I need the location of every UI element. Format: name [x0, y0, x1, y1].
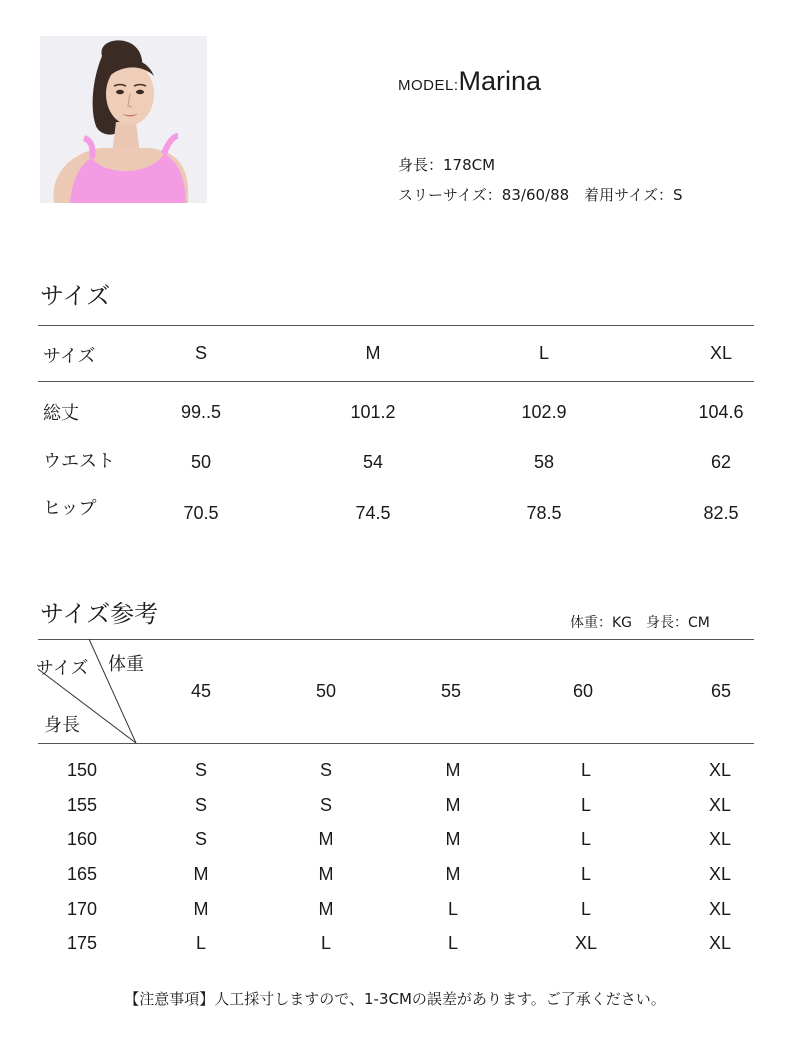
table-cell: M: [445, 760, 461, 780]
row-label-hip: ヒップ: [43, 498, 97, 519]
table-cell: XL: [708, 760, 732, 780]
height-cell: 150: [66, 760, 98, 780]
table-cell: 54: [362, 452, 384, 472]
table-cell: L: [580, 899, 592, 919]
measurement-note: 【注意事項】人工採寸しますので、1-3CMの誤差があります。ご了承ください。: [124, 990, 666, 1008]
table-cell: 74.5: [355, 503, 391, 523]
table-cell: L: [580, 760, 592, 780]
divider: [38, 639, 754, 640]
table-cell: 104.6: [698, 402, 744, 422]
table-cell: XL: [708, 829, 732, 849]
table-cell: S: [194, 760, 208, 780]
table-cell: M: [318, 864, 334, 884]
table-cell: M: [193, 899, 209, 919]
table-cell: L: [580, 864, 592, 884]
divider: [38, 381, 754, 382]
table-cell: 102.9: [521, 402, 567, 422]
size-header-s: S: [194, 343, 208, 363]
model-name: Marina: [458, 66, 542, 96]
divider: [38, 325, 754, 326]
corner-size-label: サイズ: [36, 658, 89, 679]
weight-header: 55: [440, 681, 462, 701]
size-header-label: サイズ: [43, 346, 96, 367]
weight-header: 60: [572, 681, 594, 701]
table-cell: M: [318, 899, 334, 919]
table-cell: M: [445, 795, 461, 815]
table-cell: 70.5: [183, 503, 219, 523]
table-cell: 78.5: [526, 503, 562, 523]
model-label: MODEL:: [398, 77, 459, 94]
model-photo: [40, 36, 207, 203]
table-cell: 101.2: [350, 402, 396, 422]
reference-section-title: サイズ参考: [40, 600, 159, 628]
row-label-length: 総丈: [43, 403, 79, 424]
height-cell: 170: [66, 899, 98, 919]
units-note: 体重：KG 身長：CM: [570, 615, 710, 631]
table-cell: M: [445, 864, 461, 884]
table-cell: L: [447, 899, 459, 919]
height-cell: 175: [66, 933, 98, 953]
table-cell: XL: [574, 933, 598, 953]
table-cell: L: [580, 795, 592, 815]
weight-header: 45: [190, 681, 212, 701]
size-header-xl: XL: [709, 343, 733, 363]
weight-header: 50: [315, 681, 337, 701]
table-cell: L: [447, 933, 459, 953]
table-cell: M: [193, 864, 209, 884]
corner-height-label: 身長: [44, 715, 80, 736]
model-measurements: スリーサイズ：83/60/88 着用サイズ：S: [398, 186, 683, 204]
height-cell: 160: [66, 829, 98, 849]
size-section-title: サイズ: [40, 282, 111, 310]
divider: [38, 743, 754, 744]
size-header-m: M: [365, 343, 381, 363]
weight-header: 65: [710, 681, 732, 701]
height-cell: 155: [66, 795, 98, 815]
size-header-l: L: [538, 343, 550, 363]
table-cell: L: [195, 933, 207, 953]
table-cell: S: [319, 795, 333, 815]
table-cell: XL: [708, 795, 732, 815]
table-cell: XL: [708, 899, 732, 919]
table-cell: 99..5: [180, 402, 222, 422]
table-cell: L: [320, 933, 332, 953]
table-cell: XL: [708, 864, 732, 884]
model-name-line: [398, 66, 541, 97]
table-cell: L: [580, 829, 592, 849]
table-cell: M: [445, 829, 461, 849]
corner-weight-label: 体重: [108, 654, 144, 675]
model-height: 身長：178CM: [398, 156, 496, 174]
table-cell: 82.5: [703, 503, 739, 523]
table-cell: M: [318, 829, 334, 849]
table-cell: S: [319, 760, 333, 780]
table-cell: 50: [190, 452, 212, 472]
height-cell: 165: [66, 864, 98, 884]
table-cell: XL: [708, 933, 732, 953]
table-cell: S: [194, 829, 208, 849]
row-label-waist: ウエスト: [43, 451, 115, 472]
table-cell: 58: [533, 452, 555, 472]
table-cell: 62: [710, 452, 732, 472]
table-cell: S: [194, 795, 208, 815]
